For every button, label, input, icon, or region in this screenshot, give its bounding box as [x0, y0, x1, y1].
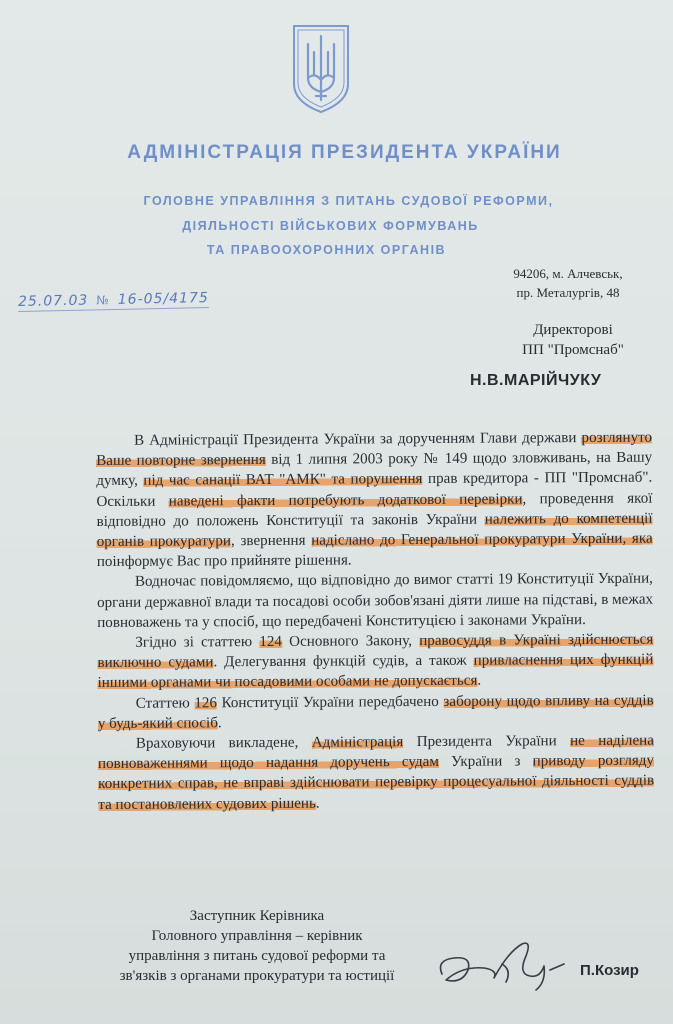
highlighted-text: заборону щодо впливу на суддів у будь-який спосіб: [97, 692, 654, 732]
paragraph-1: [96, 428, 653, 573]
signer-title-line-2: Головного управління – керівник: [151, 928, 363, 944]
highlighted-text: не наділена повноваженнями щодо надання доручень судам: [97, 732, 654, 773]
recipient-line-2: ПП "Промснаб": [522, 342, 624, 358]
text-run: Конституції України передбачено: [216, 693, 444, 711]
text-run: Статтею: [135, 695, 195, 712]
text-run: Основного Закону,: [281, 633, 420, 650]
highlighted-text: належить до компетенції органів прокуратури: [96, 510, 653, 551]
signature-block: [92, 906, 422, 986]
highlighted-text: 126: [194, 694, 218, 712]
recipient-block: [478, 320, 668, 360]
paragraph-2: Водночас повідомляємо, що відповідно до вимог статті 19 Конституції України, органи державної влади та посадові особи зобов'язані діяти лише на підставі, в межах повноважень та у спосіб, що передбачені Конституцією і законами України.: [96, 571, 654, 631]
highlighted-text: привласнення цих функцій іншими органами чи посадовими особами не допускається: [97, 651, 654, 692]
address-line-1: 94206, м. Алчевськ,: [513, 266, 623, 281]
highlighted-text: наведені факти потребують додаткової перевірки: [168, 491, 523, 510]
text-run: від 1 липня 2003 року № 149 щодо зловживань, на Вашу думку,: [96, 449, 653, 490]
text-run: Враховуючи викладене,: [135, 734, 312, 752]
signer-title-line-4: зв'язків з органами прокуратури та юстиції: [119, 968, 395, 984]
text-run: В Адміністрації Президента України за дорученням Глави держави: [134, 430, 582, 449]
department-line-1: ГОЛОВНЕ УПРАВЛІННЯ З ПИТАНЬ СУДОВОЇ РЕФОРМИ,: [143, 194, 554, 208]
text-run: прав кредитора - ПП "Промснаб". Оскільки: [96, 470, 653, 510]
recipient-name: Н.В.МАРІЙЧУКУ: [470, 372, 602, 389]
organization-title: АДМІНІСТРАЦІЯ ПРЕЗИДЕНТА УКРАЇНИ: [127, 142, 562, 163]
text-run: .: [315, 795, 320, 812]
department-line-3: ТА ПРАВООХОРОННИХ ОРГАНІВ: [206, 243, 447, 257]
signer-title-line-1: Заступник Керівника: [189, 908, 325, 924]
text-run: .: [477, 673, 482, 690]
department-line-2: ДІЯЛЬНОСТІ ВІЙСЬКОВИХ ФОРМУВАНЬ: [182, 219, 479, 233]
highlighted-text: під час санації ВАТ "АМК" та порушення: [143, 471, 423, 490]
handwritten-signature-icon: [432, 930, 572, 1000]
text-run: , проведення якої відповідно до положень Конституції та законів України: [96, 490, 653, 530]
number-label: №: [96, 293, 110, 308]
highlighted-text: правосуддя в Україні здійснюється виключно судами: [97, 631, 654, 672]
text-run: .: [217, 715, 222, 732]
reference-date: 25.07.03: [17, 292, 89, 310]
text-run: поінформує Вас про прийняте рішення.: [96, 552, 352, 571]
text-run: України з: [438, 753, 533, 771]
text-run: , звернення: [230, 532, 312, 550]
text-run: Президента України: [403, 733, 571, 751]
highlighted-text: розглянуто Ваше повторне звернення: [96, 429, 653, 470]
text-run: . Делегування функцій судів, а також: [213, 652, 474, 671]
highlighted-text: 124: [259, 633, 282, 651]
paragraph-5: [98, 731, 654, 815]
highlighted-text: надіслано до Генеральної прокуратури України, яка: [311, 530, 653, 549]
reference-number: 16-05/4175: [117, 290, 209, 308]
trident-emblem-icon: [288, 22, 354, 116]
address-line-2: пр. Металургів, 48: [516, 285, 620, 300]
highlighted-text: приводу розгляду конкретних справ, не вправі здійснювати перевірку процесуальної діяльності суддів та постановлених судових рішень: [98, 752, 655, 813]
signer-title-line-3: управління з питань судової реформи та: [128, 948, 386, 964]
paragraph-3: [97, 630, 653, 694]
text-run: Згідно зі статтею: [135, 634, 260, 651]
paragraph-4: [98, 690, 654, 734]
letter-body: [96, 428, 654, 815]
reference-line: [18, 290, 209, 312]
recipient-address: [478, 264, 658, 302]
recipient-line-1: Директорові: [533, 322, 613, 338]
highlighted-text: Адміністрація: [311, 734, 404, 751]
signer-name: П.Козир: [580, 962, 639, 979]
